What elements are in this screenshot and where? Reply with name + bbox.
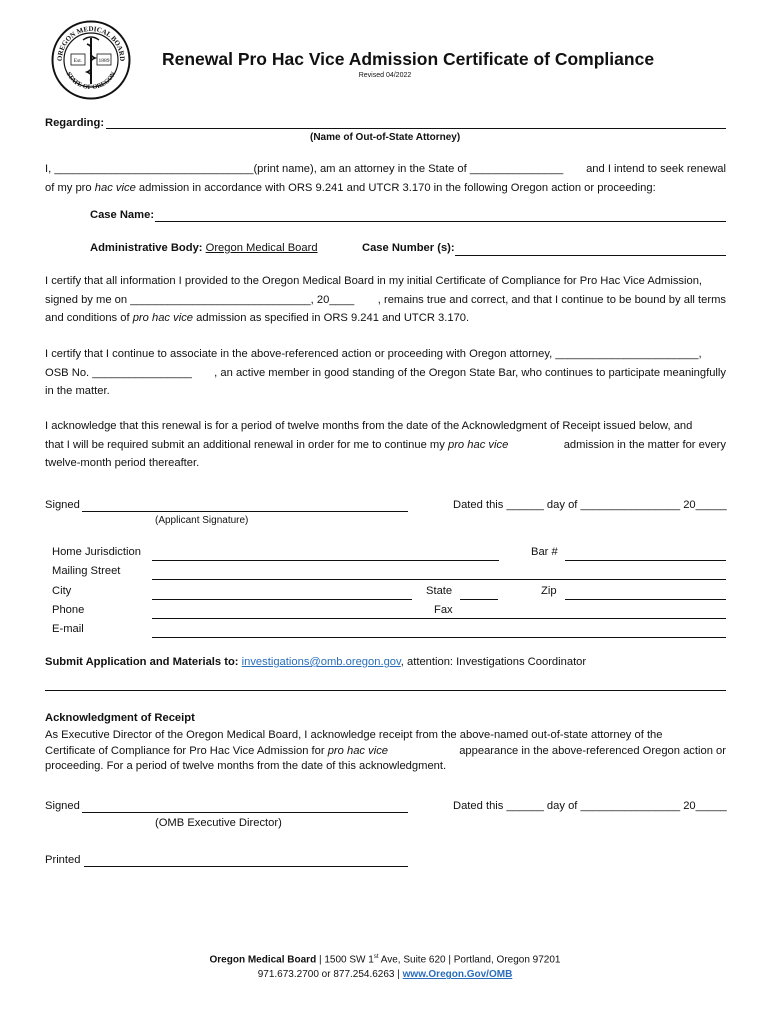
mailing-street-field[interactable] (152, 579, 726, 580)
receipt-paragraph: As Executive Director of the Oregon Medical Board, I acknowledge receipt from the above-named out-of-state attorney of the Certificate of Compliance for Pro Hac Vice Admission for pro hac vice appearance in the above-referenced Oregon action or proceeding. For a period of twelve months from the date of this acknowledgment. (45, 729, 726, 772)
case-name-field[interactable] (155, 221, 726, 222)
applicant-signed-label: Signed (45, 499, 80, 511)
oregon-attorney-blank[interactable]: _______________________ (555, 348, 699, 360)
home-jurisdiction-field[interactable] (152, 560, 499, 561)
omb-signature-caption: (OMB Executive Director) (155, 817, 282, 829)
svg-text:Est.: Est. (73, 58, 83, 64)
phone-label: Phone (52, 604, 85, 616)
osb-number-blank[interactable]: ________________ (92, 366, 192, 379)
year-blank[interactable]: ____ (329, 293, 355, 306)
home-jurisdiction-label: Home Jurisdiction (52, 546, 141, 558)
omb-dated: Dated this ______ day of ________________ 20_____ (453, 800, 727, 812)
signed-on-blank[interactable]: _____________________________ (130, 293, 311, 306)
intro-paragraph: I, ________________________________(print name), am an attorney in the State of _______________ and I intend to seek renewal of my pro hac vice admission in accordance with ORS 9.241 and UTCR 3.170 in the following Oregon action or proceeding: (45, 163, 726, 194)
printed-label: Printed (45, 854, 81, 866)
printed-name-field[interactable] (84, 866, 408, 867)
acknowledge-paragraph: I acknowledge that this renewal is for a period of twelve months from the date of the Acknowledgment of Receipt issued below, and that I will be required submit an additional renewal in order for me to continue my pro hac vice admission in the matter for every twelve-month period thereafter. (45, 420, 726, 469)
zip-label: Zip (541, 585, 557, 597)
email-label: E-mail (52, 623, 84, 635)
state-label: State (426, 585, 453, 597)
regarding-label: Regarding: (45, 117, 105, 129)
omb-signature-field[interactable] (82, 812, 408, 813)
footer-org: Oregon Medical Board (209, 954, 317, 966)
footer: Oregon Medical Board | 1500 SW 1st Ave, Suite 620 | Portland, Oregon 97201 971.673.2700 or 877.254.6263 | www.Oregon.Gov/OMB (209, 954, 561, 981)
omb-year-blank[interactable]: _____ (695, 800, 727, 812)
svg-text:1889: 1889 (98, 58, 110, 64)
applicant-month-blank[interactable]: ________________ (580, 499, 681, 511)
svg-text:OREGON MEDICAL BOARD: OREGON MEDICAL BOARD (55, 24, 127, 62)
receipt-heading: Acknowledgment of Receipt (45, 712, 195, 724)
bar-number-field[interactable] (565, 560, 726, 561)
city-field[interactable] (152, 599, 412, 600)
phone-field[interactable] (152, 618, 726, 619)
state-field[interactable] (460, 599, 498, 600)
submit-line: Submit Application and Materials to: investigations@omb.oregon.gov, attention: Investigations Coordinator (45, 656, 587, 668)
city-label: City (52, 585, 72, 597)
applicant-signature-caption: (Applicant Signature) (155, 515, 249, 526)
bar-number-label: Bar # (531, 546, 558, 558)
case-number-label: Case Number (s): (362, 242, 455, 254)
submit-email-link[interactable]: investigations@omb.oregon.gov (241, 656, 401, 668)
applicant-year-blank[interactable]: _____ (695, 499, 727, 511)
regarding-caption: (Name of Out-of-State Attorney) (310, 132, 461, 143)
certify-associate-paragraph: I certify that I continue to associate in the above-referenced action or proceeding with Oregon attorney, _______________________, OSB No. ________________ , an active member in good standing of the Oregon State Bar, who continues to participate meaningfully in the matter. (45, 348, 726, 397)
certify-info-paragraph: I certify that all information I provided to the Oregon Medical Board in my initial Certificate of Compliance for Pro Hac Vice Admission, signed by me on _____________________________, 20____ , remains true and correct, and that I continue to be bound by all terms and conditions of pro hac vice admission as specified in ORS 9.241 and UTCR 3.170. (45, 275, 726, 324)
page-title: Renewal Pro Hac Vice Admission Certificate of Compliance (161, 49, 655, 69)
case-name-label: Case Name: (90, 209, 155, 221)
footer-website-link[interactable]: www.Oregon.Gov/OMB (402, 969, 513, 981)
section-divider (45, 690, 726, 691)
omb-month-blank[interactable]: ________________ (580, 800, 681, 812)
applicant-signature-field[interactable] (82, 511, 408, 512)
mailing-street-label: Mailing Street (52, 565, 121, 577)
state-blank[interactable]: _______________ (469, 163, 564, 175)
admin-body: Administrative Body: Oregon Medical Board (90, 242, 318, 254)
regarding-field[interactable] (106, 128, 726, 129)
revised-date: Revised 04/2022 (358, 72, 412, 79)
omb-signed-label: Signed (45, 800, 80, 812)
print-name-blank[interactable]: ________________________________ (54, 163, 254, 175)
case-number-field[interactable] (455, 255, 726, 256)
applicant-day-blank[interactable]: ______ (506, 499, 544, 511)
email-field[interactable] (152, 637, 726, 638)
zip-field[interactable] (565, 599, 726, 600)
omb-day-blank[interactable]: ______ (506, 800, 544, 812)
applicant-dated: Dated this ______ day of ________________ 20_____ (453, 499, 727, 511)
fax-label: Fax (434, 604, 453, 616)
svg-text:STATE OF OREGON: STATE OF OREGON (64, 70, 118, 92)
